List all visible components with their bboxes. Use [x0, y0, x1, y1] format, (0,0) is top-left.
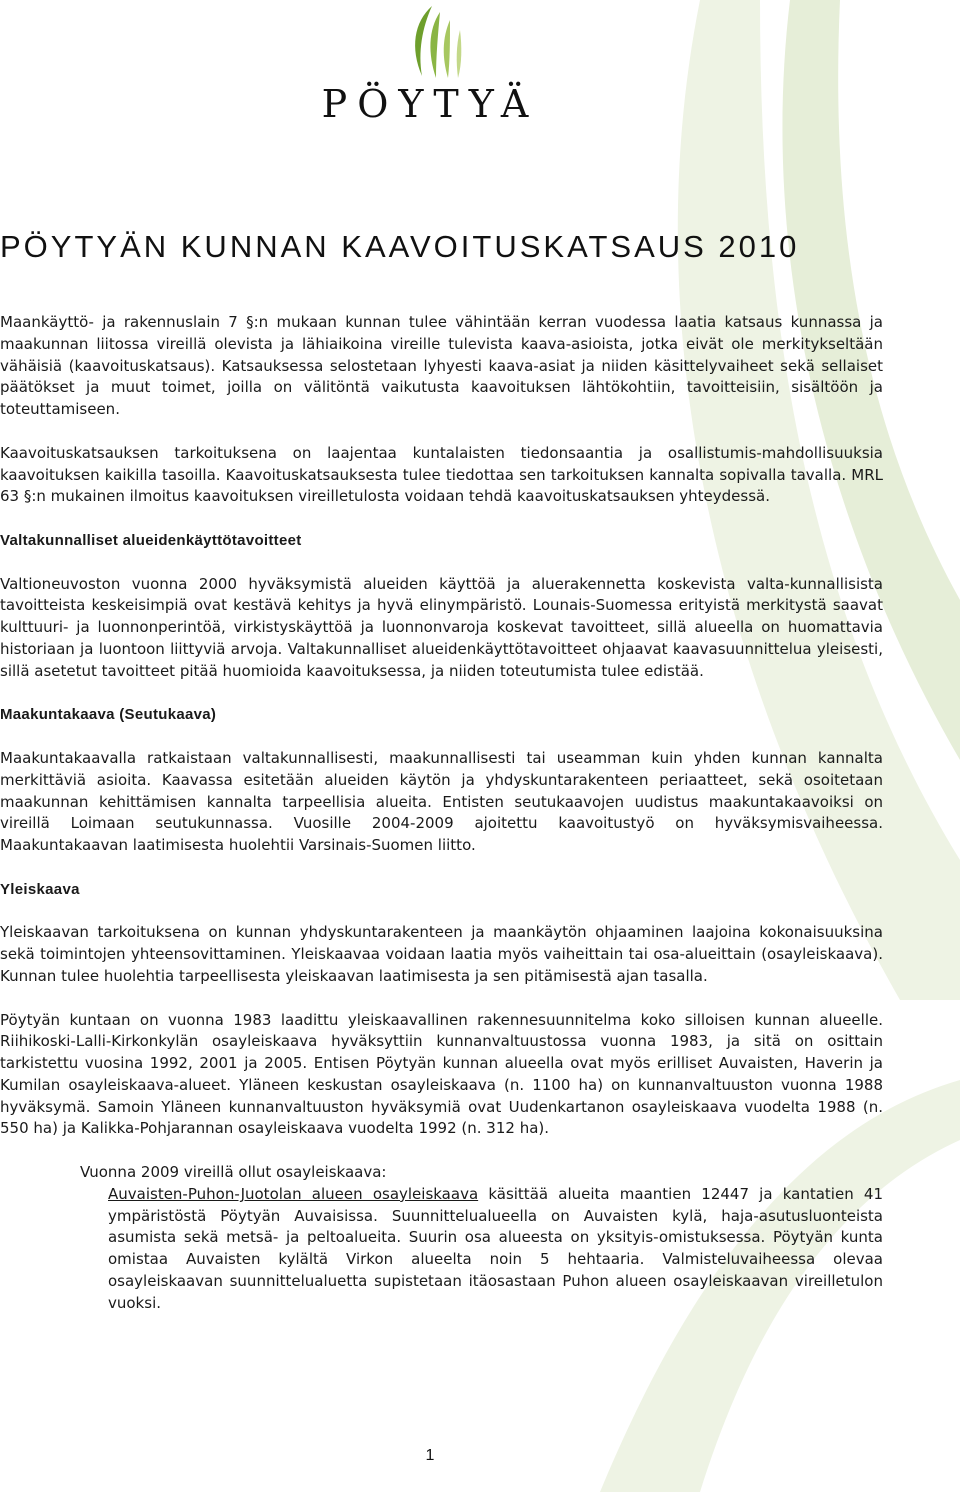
pending-plan-link[interactable]: Auvaisten-Puhon-Juotolan alueen osayleiskaava [108, 1184, 479, 1203]
page-title: PÖYTYÄN KUNNAN KAAVOITUSKATSAUS 2010 [0, 229, 800, 264]
pending-plan-label: Vuonna 2009 vireillä ollut osayleiskaava: [80, 1163, 387, 1182]
section-heading-valtakunnalliset: Valtakunnalliset alueidenkäyttötavoitteet [0, 531, 302, 549]
section-paragraph: Yleiskaavan tarkoituksena on kunnan yhdyskuntarakenteen ja maankäytön ohjaaminen laajoina kokonaisuuksina sekä toimintojen yhteensovittaminen. Yleiskaavaa voidaan laatia myös vaiheittain tai osa-alueittain (osayleiskaava). Kunnan tulee huolehtia tarpeellisesta yleiskaavan laatimisesta ja sen pitämisestä ajan tasalla. [0, 923, 883, 985]
poytya-logo [300, 0, 560, 130]
pending-plan-text: käsittää alueita maantien 12447 ja kantatien 41 ympäristöstä Pöytyän Auvaisissa. Suunnittelualueella on Auvaisten kylä, haja-asutusluonteista asumista sekä metsä- ja peltoalueita. Suurin osa alueesta on yksityis-omistuksessa. Pöytyän kunta omistaa Auvaisten kylältä Virkon alueelta noin 5 hehtaaria. Valmisteluvaiheessa olevaa osayleiskaavan suunnittelualuetta supistetaan itäosastaan Puhon alueen osayleiskaavan vireilletulon vuoksi. [108, 1184, 883, 1312]
section-heading-yleiskaava: Yleiskaava [0, 880, 80, 898]
section-paragraph: Maakuntakaavalla ratkaistaan valtakunnallisesti, maakunnallisesti tai useamman kuin yhden kunnan kannalta merkittäviä asioita. Kaavassa esitetään alueiden käytön ja yhdyskuntarakenteen periaatteet, sekä osoitetaan maakunnan kehittämisen kannalta tarpeellisia alueita. Entisten seutukaavojen uudistus maakuntakaavoiksi on vireillä Loimaan seutukunnassa. Vuosille 2004-2009 ajoitettu kaavoitustyö on hyväksymisvaiheessa. Maakuntakaavan laatimisesta huolehtii Varsinais-Suomen liitto. [0, 748, 883, 855]
page-number: 1 [425, 1447, 435, 1464]
leaf-icon [362, 0, 498, 82]
logo-wordmark: PÖYTYÄ [321, 82, 539, 126]
section-paragraph: Pöytyän kuntaan on vuonna 1983 laadittu yleiskaavallinen rakennesuunnitelma koko silloisen kunnan alueelle. Riihikoski-Lalli-Kirkonkylän osayleiskaava hyväksyttiin kunnanvaltuustossa vuonna 1983, ja sitä on osittain tarkistettu vuosina 1992, 2001 ja 2005. Entisen Pöytyän kunnan alueella ovat myös erilliset Auvaisten, Haverin ja Kumilan osayleiskaava-alueet. Yläneen keskustan osayleiskaava (n. 1100 ha) on kunnanvaltuuston vuonna 1988 hyväksymä. Samoin Yläneen kunnanvaltuuston hyväksymiä ovat Uudenkartanon osayleiskaava vuodelta 1988 (n. 550 ha) ja Kalikka-Pohjarannan osayleiskaava vuodelta 1992 (n. 312 ha). [0, 1010, 883, 1138]
pending-plan-item [108, 1184, 883, 1315]
intro-paragraph-2: Kaavoituskatsauksen tarkoituksena on laajentaa kuntalaisten tiedonsaantia ja osallistumis-mahdollisuuksia kaavoituksen kaikilla tasoilla. Kaavoituskatsauksesta tulee tiedottaa sen tarkoituksen kannalta sopivalla tavalla. MRL 63 §:n mukainen ilmoitus kaavoituksen vireilletulosta voidaan tehdä kaavoituskatsauksen yhteydessä. [0, 443, 883, 506]
document-body [0, 312, 883, 1315]
section-heading-maakuntakaava: Maakuntakaava (Seutukaava) [0, 706, 217, 724]
intro-paragraph-1: Maankäyttö- ja rakennuslain 7 §:n mukaan kunnan tulee vähintään kerran vuodessa laatia katsaus kunnassa ja maakunnan liitossa vireillä olevista ja lähiaikoina vireille tulevista kaava-asioista, jotka eivät ole merkitykseltään vähäisiä (kaavoituskatsaus). Katsauksessa selostetaan lyhyesti kaava-asiat ja niiden käsittelyvaiheet sekä sellaiset päätökset ja muut toimet, joilla on välitöntä vaikutusta kaavoituksen lähtökohtiin, tavoitteisiin, sisältöön ja toteuttamiseen. [0, 313, 883, 419]
section-paragraph: Valtioneuvoston vuonna 2000 hyväksymistä alueiden käyttöä ja aluerakennetta koskevista valta-kunnallisista tavoitteista keskeisimpiä ovat kestävä kehitys ja hyvä elinympäristö. Lounais-Suomessa erityistä merkitystä saavat kulttuuri- ja luonnonperintöä, virkistyskäyttöä ja luonnonvaroja koskevat tavoitteet, sillä alueella on huomattavia historiaan ja luontoon liittyviä arvoja. Valtakunnalliset alueidenkäyttötavoitteet ohjaavat kaavasuunnittelua yleisesti, sillä asetetut tavoitteet pitää huomioida kaavoituksessa, ja niiden toteutumista tulee edistää. [0, 574, 883, 680]
